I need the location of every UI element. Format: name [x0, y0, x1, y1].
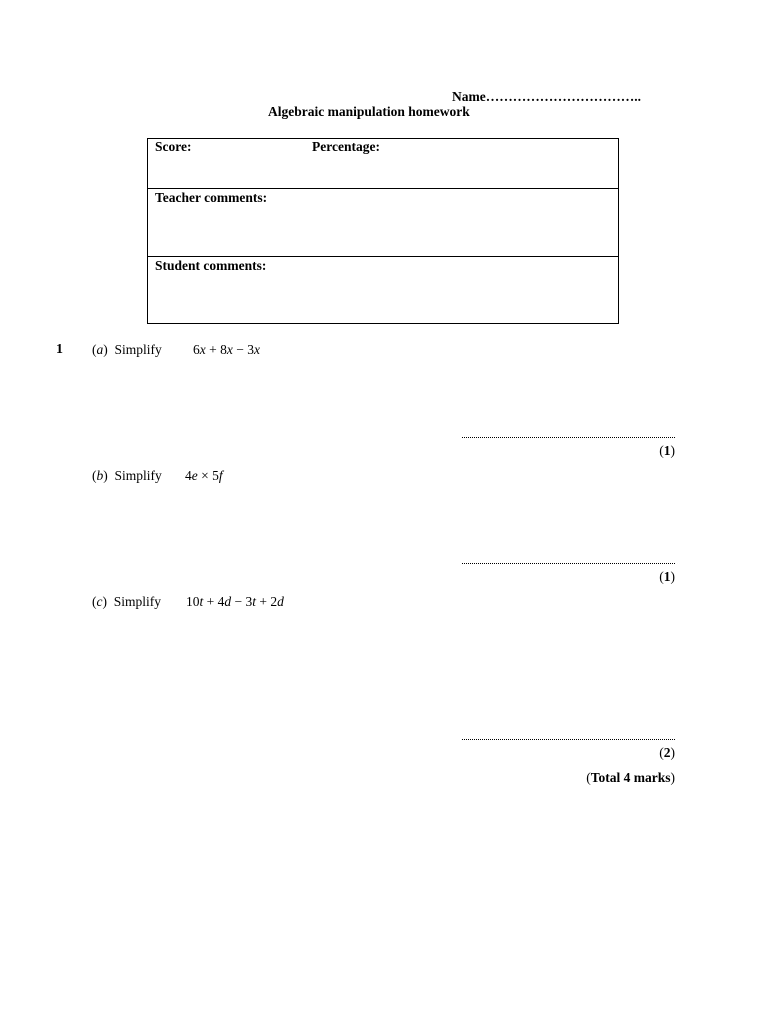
- part-a-marks: (1): [659, 443, 675, 458]
- part-c-marks: (2): [659, 745, 675, 760]
- part-c-expression: [186, 594, 284, 610]
- teacher-comments-row: [148, 189, 618, 257]
- part-a-prompt: (a) Simplify: [92, 342, 162, 357]
- part-c-prompt: (c) Simplify: [92, 594, 162, 609]
- part-b-letter: b: [96, 468, 104, 483]
- part-c-marks-value: 2: [663, 745, 671, 760]
- part-a-verb: Simplify: [114, 342, 162, 357]
- part-a-answer-line[interactable]: [462, 437, 675, 438]
- student-comments-label: Student comments:: [155, 258, 267, 273]
- question-number: 1: [56, 342, 63, 357]
- part-c-letter: c: [96, 594, 103, 609]
- part-b-marks: (1): [659, 569, 675, 584]
- part-c-math: 10t + 4d − 3t + 2d: [186, 594, 284, 609]
- score-label: Score:: [155, 139, 192, 154]
- student-comments-row: [148, 257, 618, 324]
- teacher-comments-label: Teacher comments:: [155, 190, 268, 205]
- part-c-answer-line[interactable]: [462, 739, 675, 740]
- feedback-box: [147, 138, 619, 324]
- part-a-expression: [193, 342, 260, 358]
- total-marks-value: Total 4 marks: [590, 770, 671, 785]
- part-a-letter: a: [96, 342, 104, 357]
- part-b-answer-line[interactable]: [462, 563, 675, 564]
- part-b-prompt: (b) Simplify: [92, 468, 162, 483]
- percentage-label: Percentage:: [312, 139, 380, 154]
- part-b-marks-value: 1: [663, 569, 671, 584]
- score-row: [148, 139, 618, 189]
- page-title: Algebraic manipulation homework: [268, 104, 470, 119]
- part-c-verb: Simplify: [113, 594, 162, 609]
- part-b-expression: [185, 468, 223, 484]
- part-a-math: 6x + 8x − 3x: [193, 342, 260, 357]
- part-b-math: 4e × 5f: [185, 468, 223, 483]
- part-a-marks-value: 1: [663, 443, 671, 458]
- name-line: Name……………………………..: [452, 89, 641, 104]
- part-b-verb: Simplify: [114, 468, 162, 483]
- total-marks: (Total 4 marks): [586, 770, 675, 785]
